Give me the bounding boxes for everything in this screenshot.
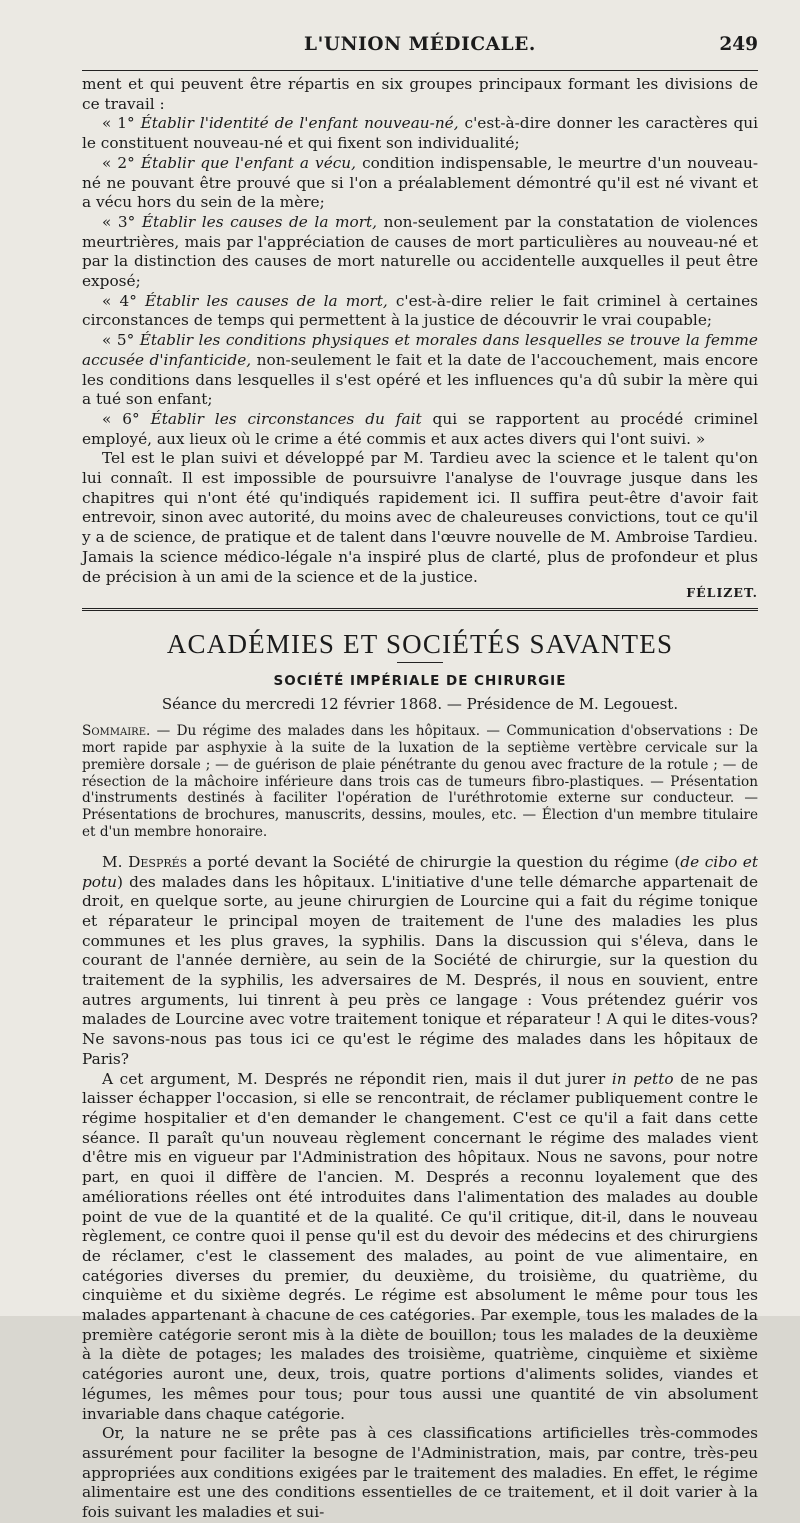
review-item: « 1° Établir l'identité de l'enfant nouveau-né, c'est-à-dire donner les caractères qui le constituent nouveau-né et qui fixent son individualité;	[82, 114, 758, 153]
page-header	[82, 30, 758, 60]
review-conclusion: Tel est le plan suivi et développé par M. Tardieu avec la science et le talent qu'on lui connaît. Il est impossible de poursuivre l'analyse de l'ouvrage jusque dans les chapitres qui n'ont été qu'indiqués rapidement ici. Il suffira peut-être d'avoir fait entrevoir, sinon avec autorité, du moins avec de chaleureuses convictions, tout ce qu'il y a de science, de pratique et de talent dans l'œuvre nouvelle de M. Ambroise Tardieu. Jamais la science médico-légale n'a inspiré plus de clarté, plus de profondeur et plus de précision à un ami de la science et de la justice.	[82, 449, 758, 586]
page-content	[82, 30, 758, 1523]
summary-label: Sommaire.	[82, 723, 151, 740]
review-item: « 5° Établir les conditions physiques et morales dans lesquelles se trouve la femme accusée d'infanticide, non-seulement le fait et la date de l'accouchement, mais encore les conditions dans lesquelles il s'est opéré et les influences qu'a dû subir la mère qui a tué son enfant;	[82, 331, 758, 409]
review-item: « 6° Établir les circonstances du fait qui se rapportent au procédé criminel employé, aux lieux où le crime a été commis et aux actes divers qui l'ont suivi. »	[82, 409, 758, 448]
session-summary	[82, 723, 758, 841]
summary-text: — Du régime des malades dans les hôpitaux. — Communication d'observations : De mort rapide par asphyxie à la suite de la luxation de la septième vertèbre cervicale sur la première dorsale ; — de guérison de plaie pénétrante du genou avec fracture de la rotule ; — de résection de la mâchoire inférieure dans trois cas de tumeurs fibro-plastiques. — Présentation d'instruments destinés à faciliter l'opération de l'uréthrotomie externe sur conducteur. — Présentations de brochures, manuscrits, dessins, moules, etc. — Élection d'un membre titulaire et d'un membre honoraire.	[82, 723, 758, 841]
title-underline	[397, 662, 443, 663]
review-article	[82, 75, 758, 600]
running-title: L'UNION MÉDICALE.	[304, 34, 536, 55]
review-item: « 4° Établir les causes de la mort, c'est-à-dire relier le fait criminel à certaines circonstances de temps qui permettent à la justice de découvrir le vrai coupable;	[82, 291, 759, 330]
review-item: « 3° Établir les causes de la mort, non-seulement par la constatation de violences meurtrières, mais par l'appréciation de causes de mort particulières au nouveau-né et par la distinction des causes de mort naturelle ou accidentelle auxquelles il peut être exposé;	[82, 212, 759, 291]
page-number: 249	[719, 34, 758, 55]
section-title: ACADÉMIES ET SOCIÉTÉS SAVANTES	[166, 629, 674, 660]
body-paragraph: A cet argument, M. Després ne répondit rien, mais il dut jurer in petto de ne pas laisser échapper l'occasion, si elle se rencontrait, de réclamer publiquement contre le régime hospitalier et d'en demander le changement. C'est ce qu'il a fait dans cette séance. Il paraît qu'un nouveau règlement concernant le régime des malades vient d'être mis en vigueur par l'Administration des hôpitaux. Nous ne savons, pour notre part, en quoi il diffère de l'ancien. M. Després a reconnu loyalement que des améliorations réelles ont été introduites dans l'alimentation des malades au double point de vue de la quantité et de la qualité. Ce qu'il critique, dit-il, dans le nouveau règlement, ce contre quoi il pense qu'il est du devoir des médecins et des chirurgiens de réclamer, c'est le classement des malades, au point de vue alimentaire, en catégories diverses du premier, du deuxième, du troisième, du quatrième, du cinquième et du sixième degrés. Le régime est absolument le même pour tous les malades appartenant à chacune de ces catégories. Par exemple, tous les malades de la première catégorie seront mis à la diète de bouillon; tous les malades de la deuxième à la diète de potages; les malades des troisième, quatrième, cinquième et sixième catégories auront une, deux, trois, quatre portions d'aliments solides, viandes et légumes, les mêmes pour tous; pour tous aussi une quantité de vin absolument invariable dans chaque catégorie.	[82, 1069, 758, 1423]
body-paragraph: M. Després a porté devant la Société de chirurgie la question du régime (de cibo et potu) des malades dans les hôpitaux. L'initiative d'une telle démarche appartenait de droit, en quelque sorte, au jeune chirurgien de Lourcine qui a fait du régime tonique et réparateur le principal moyen de traitement de l'une des maladies les plus communes et les plus graves, la syphilis. Dans la discussion qui s'éleva, dans le courant de l'année dernière, au sein de la Société de chirurgie, sur la question du traitement de la syphilis, les adversaires de M. Després, il nous en souvient, entre autres arguments, lui tinrent à peu près ce langage : Vous prétendez guérir vos malades de Lourcine avec votre traitement tonique et réparateur ! A qui le dites-vous? Ne savons-nous pas tous ici ce qu'est le régime des malades dans les hôpitaux de Paris?	[82, 852, 759, 1068]
session-line: Séance du mercredi 12 février 1868. — Présidence de M. Legouest.	[161, 695, 679, 714]
review-intro: ment et qui peuvent être répartis en six groupes principaux formant les divisions de ce travail :	[82, 75, 758, 113]
author-signature: FÉLIZET.	[686, 585, 758, 601]
section-rule	[82, 608, 758, 611]
header-rule	[82, 70, 758, 71]
body-paragraph: Or, la nature ne se prête pas à ces classifications artificielles très-commodes assurément pour faciliter la besogne de l'Administration, mais, par contre, très-peu appropriées aux conditions exigées par le traitement des maladies. En effet, le régime alimentaire est une des conditions essentielles de ce traitement, et il doit varier à la fois suivant les maladies et sui-	[82, 1424, 758, 1522]
report-body	[82, 853, 758, 1523]
review-item: « 2° Établir que l'enfant a vécu, condition indispensable, le meurtre d'un nouveau-né ne pouvant être prouvé que si l'on a préalablement démontré qu'il est né vivant et a vécu hors du sein de la mère;	[82, 153, 758, 212]
society-title: SOCIÉTÉ IMPÉRIALE DE CHIRURGIE	[273, 673, 567, 690]
